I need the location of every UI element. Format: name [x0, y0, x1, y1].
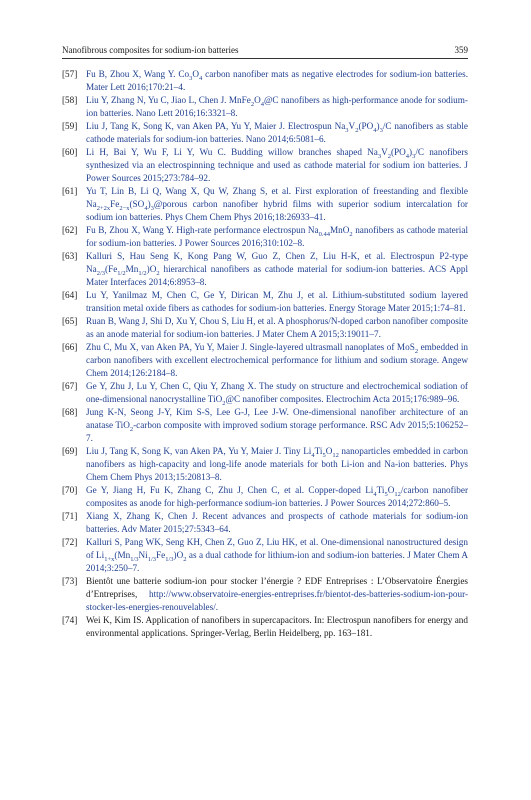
reference-item: [62, 575, 468, 614]
reference-item: [62, 510, 468, 536]
reference-item: [62, 224, 468, 250]
reference-item: [62, 185, 468, 224]
reference-text[interactable]: Liu Y, Zhang N, Yu C, Jiao L, Chen J. $MnFe_2O_4@C$ nanofibers as high-performance anode for sodium-ion batteries. Nano Lett 2016;16:3321–8.: [86, 95, 468, 118]
reference-text[interactable]: Ge Y, Zhu J, Lu Y, Chen C, Qiu Y, Zhang X. The study on structure and electrochemical sodiation of one-dimensional nanocrystalline TiO$_2$@C nanofiber composites. Electrochim Acta 2015;176:989–96.: [86, 381, 468, 407]
reference-item: [62, 614, 468, 640]
reference-text[interactable]: Zhu C, Mu X, van Aken PA, Yu Y, Maier J. Single-layered ultrasmall nanoplates of MoS$_2$ embedded in carbon nanofibers with excellent electrochemical performance for lithium and sodium storage. Angew Chem 2014;126:2184–8.: [86, 342, 469, 378]
reference-number: [58]: [62, 95, 78, 105]
reference-item: [62, 68, 468, 94]
reference-text[interactable]: Ruan B, Wang J, Shi D, Xu Y, Chou S, Liu H, et al. A phosphorus/N-doped carbon nanofiber composite as an anode material for sodium-ion batteries. J Mater Chem A 2015;3:19011–7.: [86, 316, 468, 339]
reference-item: [62, 120, 468, 146]
reference-item: [62, 289, 468, 315]
running-title: Nanofibrous composites for sodium-ion batteries: [62, 45, 239, 55]
reference-text[interactable]: Li H, Bai Y, Wu F, Li Y, Wu C. Budding willow branches shaped $Na_3V_2(PO_4)_3/C$ nanofibers synthesized via an electrospinning technique and used as cathode material for sodium ion batteries. J Power Sources 2015;273:784–92.: [86, 147, 468, 183]
reference-item: [62, 146, 468, 185]
page-number: 359: [454, 45, 468, 55]
reference-item: [62, 341, 468, 380]
reference-link[interactable]: http://www.observatoire-energies-entreprises.fr/bientot-des-batteries-sodium-ion-pour-stocker-les-energies-renouvelables/.: [86, 589, 468, 612]
reference-number: [63]: [62, 251, 78, 261]
reference-number: [57]: [62, 69, 78, 79]
reference-text[interactable]: Liu J, Tang K, Song K, van Aken PA, Yu Y, Maier J. Tiny $Li_4Ti_5O_{12}$ nanoparticles embedded in carbon nanofibers as high-capacity and long-life anode materials for both Li-ion and Na-ion batteries. Phys Chem Chem Phys 2013;15:20813–8.: [86, 446, 468, 482]
reference-list: [62, 68, 468, 640]
reference-text[interactable]: Jung K-N, Seong J-Y, Kim S-S, Lee G-J, Lee J-W. One-dimensional nanofiber architecture of an anatase TiO$_2$-carbon composite with improved sodium storage performance. RSC Adv 2015;5:106252–7.: [86, 407, 468, 443]
reference-number: [61]: [62, 186, 78, 196]
reference-text[interactable]: Fu B, Zhou X, Wang Y. High-rate performance electrospun $Na_{0.44}MnO_2$ nanofibers as cathode material for sodium-ion batteries. J Power Sources 2016;310:102–8.: [86, 225, 468, 248]
reference-number: [71]: [62, 511, 78, 521]
reference-number: [64]: [62, 290, 78, 300]
reference-number: [59]: [62, 121, 78, 131]
reference-number: [68]: [62, 407, 78, 417]
reference-number: [62]: [62, 225, 78, 235]
reference-item: [62, 406, 468, 445]
reference-text[interactable]: Liu J, Tang K, Song K, van Aken PA, Yu Y, Maier J. Electrospun $Na_3V_2(PO_4)_3/C$ nanofibers as stable cathode materials for sodium-ion batteries. Nano 2014;6:5081–6.: [86, 121, 468, 144]
reference-text[interactable]: Yu T, Lin B, Li Q, Wang X, Qu W, Zhang S, et al. First exploration of freestanding and flexible $Na_{2+2x}Fe_{2-x}(SO_4)_3@porous$ carbon nanofiber hybrid films with superior sodium intercalation for sodium ion batteries. Phys Chem Chem Phys 2016;18:26933–41.: [86, 186, 468, 222]
reference-text[interactable]: Kalluri S, Hau Seng K, Kong Pang W, Guo Z, Chen Z, Liu H-K, et al. Electrospun P2-type $Na_{2/3}(Fe_{1/2}Mn_{1/2})O_2$ hierarchical nanofibers as cathode material for sodium-ion batteries. ACS Appl Mater Interfaces 2014;6:8953–8.: [86, 251, 468, 287]
reference-number: [70]: [62, 485, 78, 495]
header-rule: [62, 58, 468, 59]
reference-number: [74]: [62, 615, 78, 625]
reference-item: [62, 445, 468, 484]
reference-number: [66]: [62, 342, 78, 352]
reference-text[interactable]: Ge Y, Jiang H, Fu K, Zhang C, Zhu J, Chen C, et al. Copper-doped $Li_4Ti_5O_{12}$/carbon nanofiber composites as anode for high-performance sodium-ion batteries. J Power Sources 2014;272:860–5.: [86, 485, 468, 508]
reference-item: [62, 484, 468, 510]
reference-text[interactable]: Fu B, Zhou X, Wang Y. $Co_3O_4$ carbon nanofiber mats as negative electrodes for sodium-ion batteries. Mater Lett 2016;170:21–4.: [86, 69, 468, 92]
reference-text[interactable]: Lu Y, Yanilmaz M, Chen C, Ge Y, Dirican M, Zhu J, et al. Lithium-substituted sodium layered transition metal oxide fibers as cathodes for sodium-ion batteries. Energy Storage Mater 2015;1:74–81.: [86, 290, 468, 313]
reference-number: [72]: [62, 537, 78, 547]
reference-item: [62, 315, 468, 341]
reference-item: [62, 380, 468, 406]
reference-number: [73]: [62, 576, 78, 586]
reference-number: [69]: [62, 446, 78, 456]
reference-text: Bientôt une batterie sodium-ion pour stocker l’énergie ? EDF Entreprises : L’Observatoire Énergies d’Entreprises, http://www.observatoire-energies-entreprises.fr/bientot-des-batteries-sodium-ion-pour-stocker-les-energies-renouvelables/.: [86, 576, 468, 612]
reference-item: [62, 250, 468, 289]
reference-text[interactable]: Kalluri S, Pang WK, Seng KH, Chen Z, Guo Z, Liu HK, et al. One-dimensional nanostructured design of $Li_{1+x}(Mn_{1/3}Ni_{1/3}Fe_{1/3})O_2$ as a dual cathode for lithium-ion and sodium-ion batteries. J Mater Chem A 2014;3:250–7.: [86, 537, 468, 573]
reference-text[interactable]: Xiang X, Zhang K, Chen J. Recent advances and prospects of cathode materials for sodium-ion batteries. Adv Mater 2015;27:5343–64.: [86, 511, 468, 534]
reference-text: Wei K, Kim IS. Application of nanofibers in supercapacitors. In: Electrospun nanofibers for energy and environmental applications. Springer-Verlag, Berlin Heidelberg, pp. 163–181.: [86, 615, 468, 638]
reference-item: [62, 94, 468, 120]
reference-number: [67]: [62, 381, 78, 391]
reference-number: [65]: [62, 316, 78, 326]
reference-item: [62, 536, 468, 575]
reference-number: [60]: [62, 147, 78, 157]
